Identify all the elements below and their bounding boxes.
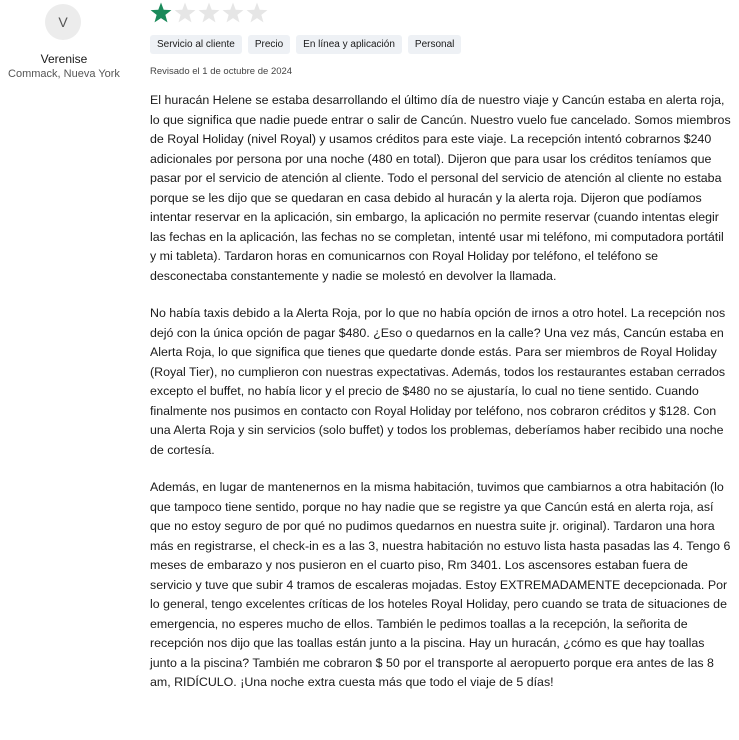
star-empty-icon [174, 2, 196, 24]
review-paragraph: Además, en lugar de mantenernos en la misma habitación, tuvimos que cambiarnos a otra habitación (lo que tampoco tiene sentido, porque no hay nadie que se registre ya que Cancún está en alerta roja, así que no estoy seguro de por qué no pudimos quedarnos en nuestra suite jr. original). Tardaron una hora más en registrarse, el check-in es a las 3, nuestra habitación no estuvo lista hasta pasadas las 4. Tengo 6 meses de embarazo y nos pusieron en el cuarto piso, Rm 3401. Los ascensores estaban fuera de servicio y tuve que subir 4 tramos de escaleras mojadas. Estoy EXTREMADAMENTE decepcionada. Por lo general, tengo excelentes críticas de los hoteles Royal Holiday, pero cuando se trata de situaciones de emergencia, no esperes mucho de ellos. También le pedimos toallas a la recepción, la señorita de recepción nos dijo que las toallas están junto a la piscina. Hay un huracán, ¿cómo es que hay toallas junto a la piscina? También me cobraron $ 50 por el transporte al aeropuerto porque era antes de las 8 am, RIDÍCULO. ¡Una noche extra cuesta más que todo el viaje de 5 días! [150, 480, 731, 689]
avatar[interactable]: V [45, 4, 81, 40]
tag-en-linea-y-aplicacion[interactable]: En línea y aplicación [296, 35, 402, 54]
tag-precio[interactable]: Precio [248, 35, 290, 54]
rating-stars [150, 2, 270, 26]
reviewer-name[interactable]: Verenise [40, 52, 88, 66]
reviewer-location: Commack, Nueva York [8, 68, 120, 80]
review-paragraph: El huracán Helene se estaba desarrollando el último día de nuestro viaje y Cancún estaba en alerta roja, lo que significa que nadie puede entrar o salir de Cancún. Nuestro vuelo fue cancelado. Somos miembros de Royal Holiday (nivel Royal) y usamos créditos para este viaje. La recepción intentó cobrarnos $240 adicionales por persona por una noche (480 en total). Dijeron que para usar los créditos teníamos que pasar por el servicio de atención al cliente. Todo el personal del servicio de atención al cliente no estaba porque se les dijo que se quedaran en casa debido al huracán y la alerta roja. Dijeron que podíamos intentar reservar en la aplicación, sin embargo, la aplicación no permite reservar (cuando intentas elegir las fechas en la aplicación, las fechas no se completan, intenté usar mi teléfono, mi computadora portátil y mi tableta). Tardaron horas en comunicarnos con Royal Holiday por teléfono, el teléfono se desconectaba constantemente y nadie se molestó en devolver la llamada. [150, 93, 731, 283]
tag-personal[interactable]: Personal [408, 35, 461, 54]
star-empty-icon [246, 2, 268, 24]
tag-servicio-al-cliente[interactable]: Servicio al cliente [150, 35, 242, 54]
star-empty-icon [222, 2, 244, 24]
review-paragraph: No había taxis debido a la Alerta Roja, por lo que no había opción de irnos a otro hotel. La recepción nos dejó con la única opción de pagar $480. ¿Eso o quedarnos en la calle? Una vez más, Cancún estaba en Alerta Roja, lo que significa que tienes que quedarte donde estás. Para ser miembros de Royal Holiday (Royal Tier), no cumplieron con nuestras expectativas. Además, todos los restaurantes estaban cerrados excepto el buffet, no había licor y el precio de $480 no se ajustaría, lo cual no tiene sentido. Cuando finalmente nos pusimos en contacto con Royal Holiday por teléfono, nos cobraron créditos y $128. Con una Alerta Roja y sin servicios (solo buffet) y todos los problemas, deberíamos haber recibido una noche de cortesía. [150, 306, 726, 457]
review-date: Revisado el 1 de octubre de 2024 [150, 66, 293, 77]
review-body [150, 91, 732, 711]
star-filled-icon [150, 2, 172, 24]
review-tags [150, 35, 461, 54]
star-empty-icon [198, 2, 220, 24]
